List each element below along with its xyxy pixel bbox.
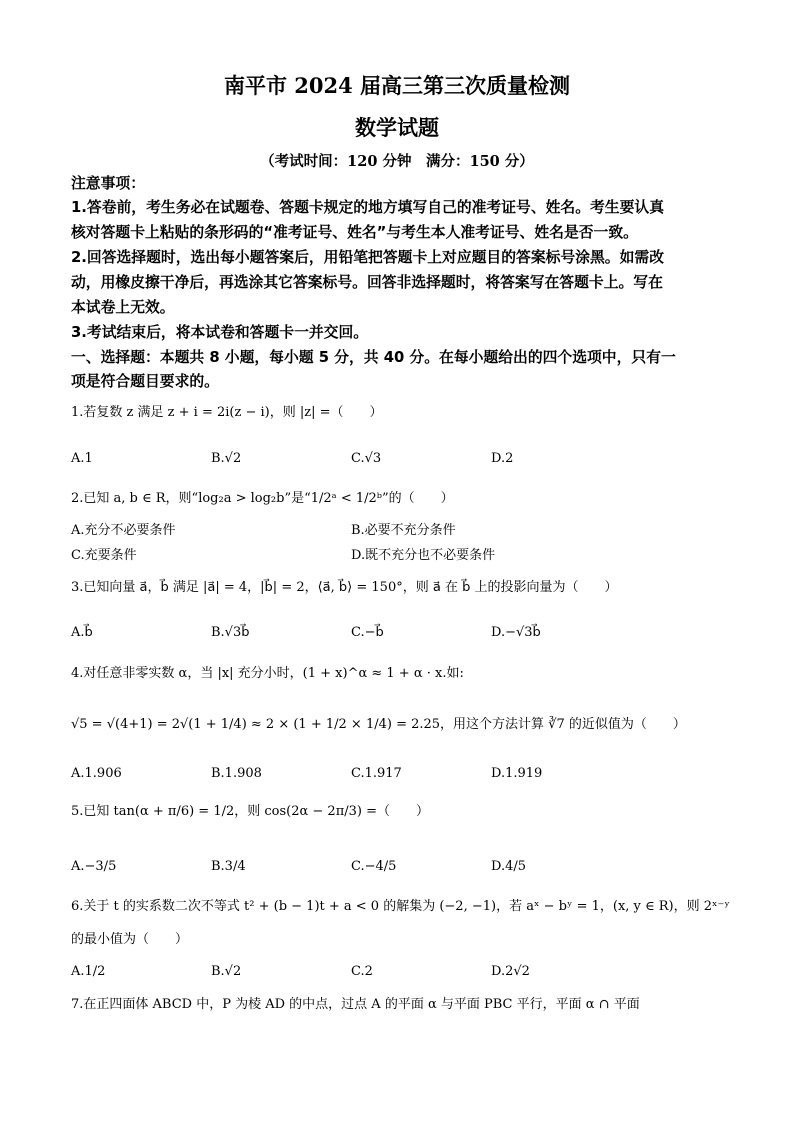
question-7-stem: 7.在正四面体 ABCD 中，P 为棱 AD 的中点，过点 A 的平面 α 与平面 PBC 平行，平面 α ∩ 平面: [71, 997, 640, 1012]
q6-option-c: C.2: [351, 964, 373, 979]
exam-title: 南平市 2024 届高三第三次质量检测: [223, 73, 571, 98]
q6-option-a: A.1/2: [71, 964, 106, 979]
q4-option-b: B.1.908: [211, 766, 262, 781]
notice-line: 3.考试结束后，将本试卷和答题卡一并交回。: [71, 324, 369, 341]
q4-option-a: A.1.906: [71, 766, 122, 781]
question-1-stem: 1.若复数 z 满足 z + i = 2i(z − i)，则 |z| =（ ）: [71, 405, 383, 420]
q1-option-c: C.√3: [351, 451, 382, 466]
q3-option-b: B.√3b⃗: [211, 625, 250, 640]
q6-option-b: B.√2: [211, 964, 242, 979]
question-4-stem: 4.对任意非零实数 α，当 |x| 充分小时，(1 + x)^α ≈ 1 + α · x.如:: [71, 666, 464, 681]
question-2-stem: 2.已知 a, b ∈ R，则“log₂a > log₂b”是“1/2ᵃ < 1/2ᵇ”的（ ）: [71, 491, 454, 506]
q2-option-b: B.必要不充分条件: [351, 523, 456, 538]
question-6-stem: 6.关于 t 的实系数二次不等式 t² + (b − 1)t + a < 0 的解集为 (−2, −1)，若 aˣ − bʸ = 1，(x, y ∈ R)，则 2ˣ⁻ʸ: [71, 899, 730, 914]
notice-line: 2.回答选择题时，选出每小题答案后，用铅笔把答题卡上对应题目的答案标号涂黑。如需改: [71, 249, 664, 266]
notice-heading: 注意事项：: [71, 175, 145, 192]
q1-option-a: A.1: [71, 451, 93, 466]
notice-line: 动，用橡皮擦干净后，再选涂其它答案标号。回答非选择题时，将答案写在答题卡上。写在: [71, 274, 663, 291]
q5-option-d: D.4/5: [491, 859, 527, 874]
q4-option-c: C.1.917: [351, 766, 402, 781]
q2-option-d: D.既不充分也不必要条件: [351, 548, 496, 563]
q5-option-b: B.3/4: [211, 859, 246, 874]
q3-option-a: A.b⃗: [71, 625, 93, 640]
q4-option-d: D.1.919: [491, 766, 543, 781]
question-4-stem-cont: √5 = √(4+1) = 2√(1 + 1/4) ≈ 2 × (1 + 1/2 × 1/4) = 2.25，用这个方法计算 ∛7 的近似值为（ ）: [71, 717, 686, 732]
q3-option-c: C.−b⃗: [351, 625, 384, 640]
notice-line: 1.答卷前，考生务必在试题卷、答题卡规定的地方填写自己的准考证号、姓名。考生要认真: [71, 199, 664, 216]
question-3-stem: 3.已知向量 a⃗，b⃗ 满足 |a⃗| = 4，|b⃗| = 2，⟨a⃗, b⃗⟩ = 150°，则 a⃗ 在 b⃗ 上的投影向量为（ ）: [71, 580, 618, 595]
q5-option-c: C.−4/5: [351, 859, 397, 874]
q1-option-d: D.2: [491, 451, 514, 466]
exam-subject: 数学试题: [355, 115, 439, 140]
q2-option-c: C.充要条件: [71, 548, 137, 563]
section-heading: 一、选择题：本题共 8 小题，每小题 5 分，共 40 分。在每小题给出的四个选项中，只有一: [71, 349, 676, 366]
q6-option-d: D.2√2: [491, 964, 530, 979]
q1-option-b: B.√2: [211, 451, 242, 466]
exam-info: （考试时间：120 分钟 满分：150 分）: [260, 153, 534, 170]
q3-option-d: D.−√3b⃗: [491, 625, 541, 640]
question-6-stem-cont: 的最小值为（ ）: [71, 932, 189, 947]
notice-line: 核对答题卡上粘贴的条形码的“准考证号、姓名”与考生本人准考证号、姓名是否一致。: [71, 224, 638, 241]
q2-option-a: A.充分不必要条件: [71, 523, 176, 538]
question-5-stem: 5.已知 tan(α + π/6) = 1/2，则 cos(2α − 2π/3) =（ ）: [71, 804, 429, 819]
notice-line: 本试卷上无效。: [71, 299, 175, 316]
section-heading: 项是符合题目要求的。: [71, 373, 219, 390]
q5-option-a: A.−3/5: [71, 859, 117, 874]
